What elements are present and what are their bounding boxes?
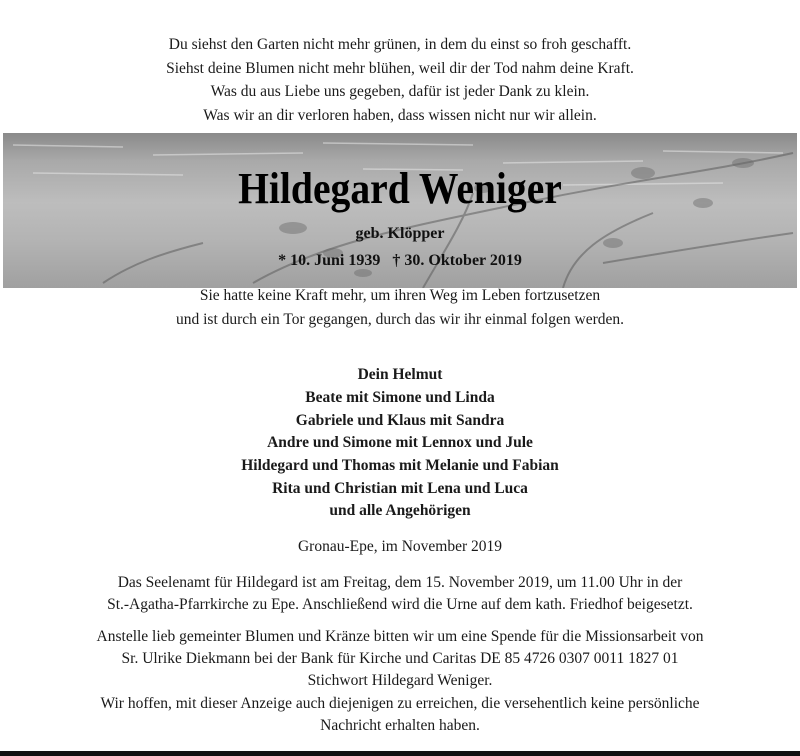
mourner: Gabriele und Klaus mit Sandra bbox=[295, 412, 505, 429]
closing-line: Nachricht erhalten haben. bbox=[320, 717, 480, 734]
service-line: Das Seelenamt für Hildegard ist am Freitag, dem 15. November 2019, um 11.00 Uhr in der bbox=[117, 574, 683, 591]
mourner: Hildegard und Thomas mit Melanie und Fabian bbox=[241, 457, 559, 474]
verse-line: Siehst deine Blumen nicht mehr blühen, weil dir der Tod nahm deine Kraft. bbox=[166, 60, 634, 77]
intro-line: Sie hatte keine Kraft mehr, um ihren Weg im Leben fortzusetzen bbox=[199, 287, 601, 304]
deceased-name: Hildegard Weniger bbox=[238, 164, 562, 213]
intro-line: und ist durch ein Tor gegangen, durch das wir ihr einmal folgen werden. bbox=[175, 311, 624, 328]
donation-line: Stichwort Hildegard Weniger. bbox=[307, 672, 493, 689]
verse-line: Was wir an dir verloren haben, dass wissen nicht nur wir allein. bbox=[203, 107, 597, 124]
donation-line: Anstelle lieb gemeinter Blumen und Kränze bitten wir um eine Spende für die Missionsarbeit von bbox=[96, 628, 704, 645]
header-photo-band bbox=[3, 133, 797, 288]
mourner: Beate mit Simone und Linda bbox=[305, 389, 495, 406]
verse-line: Du siehst den Garten nicht mehr grünen, in dem du einst so froh geschafft. bbox=[168, 36, 632, 53]
mourner: Dein Helmut bbox=[357, 366, 443, 383]
mourner: Andre und Simone mit Lennox und Jule bbox=[267, 434, 533, 451]
place-date: Gronau-Epe, im November 2019 bbox=[297, 538, 503, 555]
service-line: St.-Agatha-Pfarrkirche zu Epe. Anschließend wird die Urne auf dem kath. Friedhof beigesetzt. bbox=[107, 596, 693, 613]
mourner: Rita und Christian mit Lena und Luca bbox=[272, 480, 528, 497]
maiden-name: geb. Klöpper bbox=[355, 225, 445, 242]
life-dates: * 10. Juni 1939 † 30. Oktober 2019 bbox=[278, 252, 522, 269]
bottom-border bbox=[0, 751, 800, 756]
mourner: und alle Angehörigen bbox=[329, 502, 471, 519]
closing-line: Wir hoffen, mit dieser Anzeige auch diejenigen zu erreichen, die versehentlich keine persönliche bbox=[100, 695, 700, 712]
verse-line: Was du aus Liebe uns gegeben, dafür ist jeder Dank zu klein. bbox=[210, 83, 590, 100]
donation-line: Sr. Ulrike Diekmann bei der Bank für Kirche und Caritas DE 85 4726 0307 0011 1827 01 bbox=[121, 650, 679, 667]
